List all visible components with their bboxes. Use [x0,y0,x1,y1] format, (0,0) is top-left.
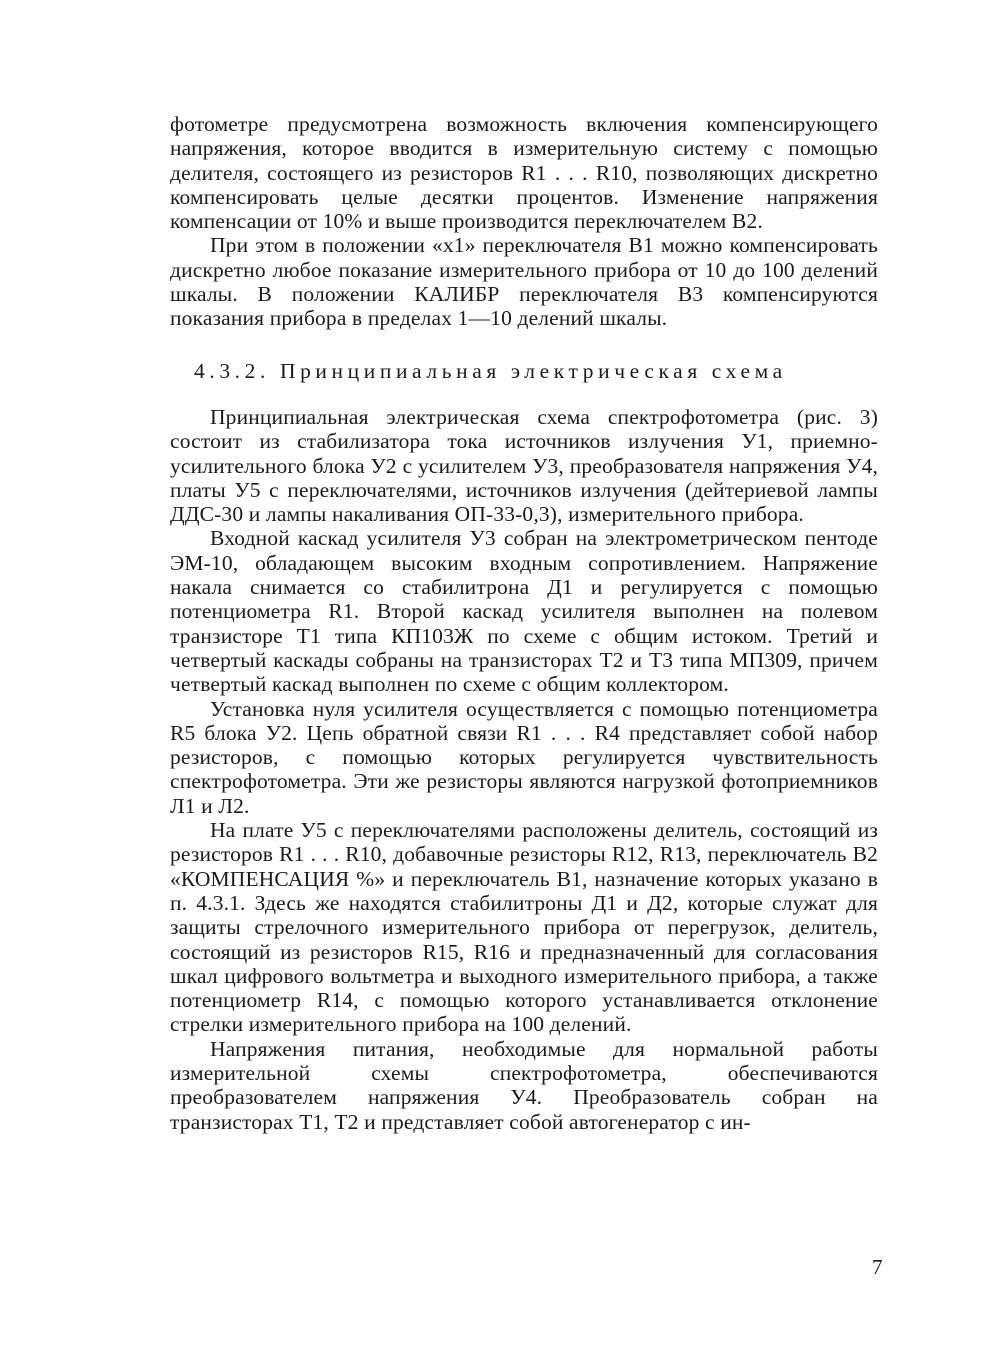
paragraph-switch-board: На плате У5 с переключателями расположены делитель, состоящий из резисторов R1 . . . R10, добавочные резисторы R12, R13, переключатель В2 «КОМПЕНСАЦИЯ %» и переключатель В1, назначение которых указано в п. 4.3.1. Здесь же находятся стабилитроны Д1 и Д2, которые служат для защиты стрелочного измерительного прибора от перегрузок, делитель, состоящий из резисторов R15, R16 и предназначенный для согласования шкал цифрового вольтметра и выходного измерительного прибора, а также потенциометр R14, с помощью которого устанавливается отклонение стрелки измерительного прибора на 100 делений. [170,818,878,1037]
paragraph-power-supply: Напряжения питания, необходимые для нормальной работы измерительной схемы спектрофотометра, обеспечиваются преобразователем напряжения У4. Преобразователь собран на транзисторах Т1, Т2 и представляет собой автогенератор с ин- [170,1036,878,1134]
paragraph-input-stage: Входной каскад усилителя У3 собран на электрометрическом пентоде ЭМ-10, обладающем высоким входным сопротивлением. Напряжение накала снимается со стабилитрона Д1 и регулируется с помощью потенциометра R1. Второй каскад усилителя выполнен на полевом транзисторе Т1 типа КП103Ж по схеме с общим истоком. Третий и четвертый каскады собраны на транзисторах Т2 и Т3 типа МП309, причем четвертый каскад выполнен по схеме с общим коллектором. [170,526,878,697]
page-body [170,112,878,1134]
paragraph-schematic-overview: Принципиальная электрическая схема спектрофотометра (рис. 3) состоит из стабилизатора тока источников излучения У1, приемно-усилительного блока У2 с усилителем У3, преобразователя напряжения У4, платы У5 с переключателями, источников излучения (дейтериевой лампы ДДС-30 и лампы накаливания ОП-33-0,3), измерительного прибора. [170,404,878,527]
paragraph-zero-setting: Установка нуля усилителя осуществляется с помощью потенциометра R5 блока У2. Цепь обратной связи R1 . . . R4 представляет собой набор резисторов, с помощью которых регулируется чувствительность спектрофотометра. Эти же резисторы являются нагрузкой фотоприемников Л1 и Л2. [170,696,878,818]
page-number: 7 [872,1255,883,1279]
section-heading: 4.3.2. Принципиальная электрическая схема [194,358,787,383]
paragraph-compensation-positions: При этом в положении «х1» переключателя В1 можно компенсировать дискретно любое показание измерительного прибора от 10 до 100 делений шкалы. В положении КАЛИБР переключателя В3 компенсируются показания прибора в пределах 1—10 делений шкалы. [170,233,878,331]
paragraph-continuation: фотометре предусмотрена возможность включения компенсирующего напряжения, которое вводится в измерительную систему с помощью делителя, состоящего из резисторов R1 . . . R10, позволяющих дискретно компенсировать целые десятки процентов. Изменение напряжения компенсации от 10% и выше производится переключателем В2. [170,112,878,234]
